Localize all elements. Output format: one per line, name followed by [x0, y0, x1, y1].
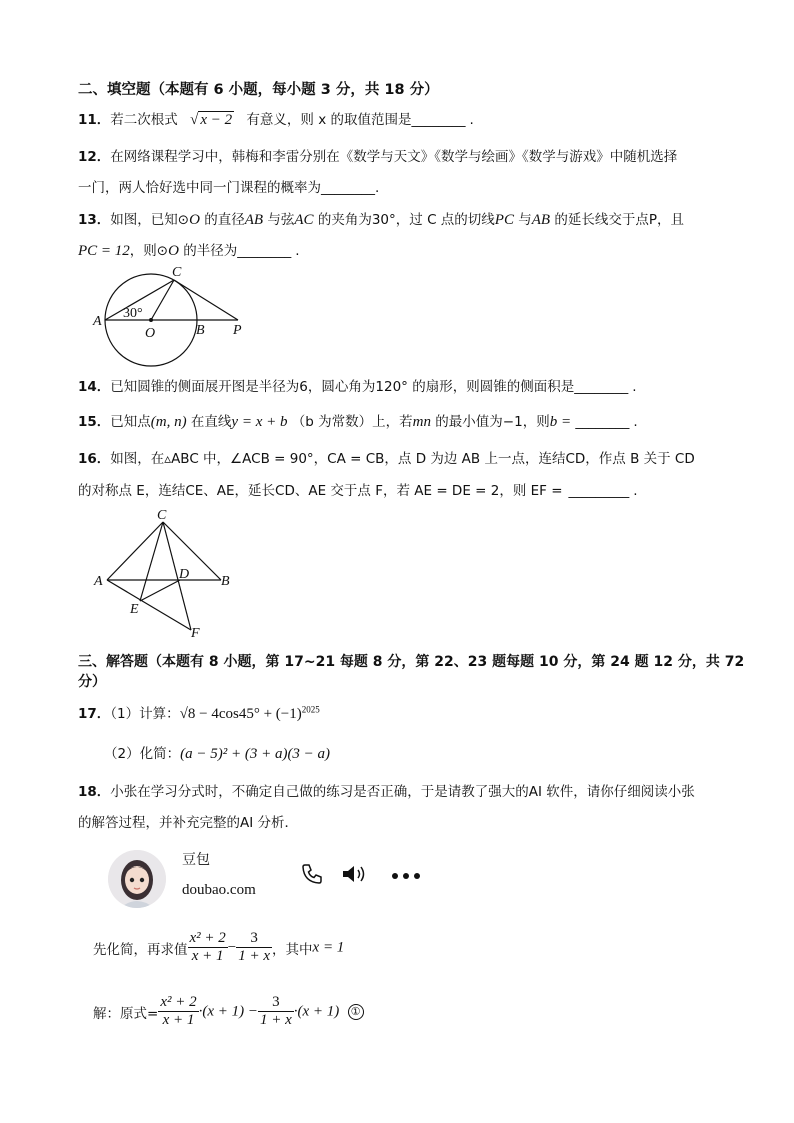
solution-mult-2: ·(x + 1)	[293, 1003, 340, 1020]
q15-text-c: （b 为常数）上，若	[291, 414, 413, 430]
section-3-heading: 三、解答题（本题有 8 小题，第 17~21 每题 8 分，第 22、23 题每题 10 分，第 24 题 12 分，共 72	[78, 654, 745, 670]
chat-prompt-text-b: ，其中	[272, 941, 313, 958]
section-3-heading-line2: 分）	[78, 674, 106, 690]
q15-text-a: 已知点	[110, 414, 151, 430]
q13-ab: AB	[244, 212, 264, 228]
q17-p2-expr: (a − 5)² + (3 + a)(3 − a)	[180, 746, 331, 762]
q12-line1: 在网络课程学习中，韩梅和李雷分别在《数学与天文》《数学与绘画》《数学与游戏》中随机选择	[110, 149, 678, 165]
question-17-part2	[104, 742, 330, 763]
q16-line2: 的对称点 E，连结CE、AE，延长CD、AE 交于点 F，若 AE = DE = 2，则 EF =	[78, 483, 563, 499]
question-16-line2	[78, 479, 638, 499]
line-cb	[163, 522, 221, 580]
q18-line2: 的解答过程，并补充完整的AI 分析．	[78, 815, 299, 831]
solution-step-1	[93, 994, 364, 1030]
q13-text-a: 如图，已知⊙	[110, 212, 190, 228]
q15-bvar: b =	[549, 414, 572, 430]
question-15	[78, 410, 638, 431]
q18-line1: 小张在学习分式时，不确定自己做的练习是否正确，于是请教了强大的AI 软件，请你仔细阅读小张	[110, 784, 695, 800]
q13-blank: ________	[237, 243, 292, 259]
label-a: A	[93, 314, 102, 329]
q17-p1-label: （1）计算：	[110, 706, 180, 722]
avatar-image	[108, 850, 166, 908]
q18-number: 18．	[78, 784, 111, 800]
label-c: C	[172, 265, 182, 280]
chat-site: doubao.com	[182, 882, 256, 898]
q12-number: 12．	[78, 149, 111, 165]
q13-text-c: 与弦	[267, 212, 295, 228]
q13-figure	[90, 262, 260, 370]
q13-end: .	[295, 243, 300, 259]
q13-text-f: 的延长线交于点P，且	[554, 212, 685, 228]
q13-pc-eq: PC = 12	[78, 243, 130, 259]
q12-blank: ________	[321, 180, 375, 196]
q16-blank: _________	[568, 483, 630, 499]
label-a: A	[94, 574, 103, 589]
question-17-part1	[78, 702, 320, 723]
q13-text-d: 的夹角为30°，过 C 点的切线	[317, 212, 495, 228]
line-de	[140, 580, 180, 601]
chat-prompt-text: 先化简，再求值	[93, 941, 188, 958]
question-18	[78, 780, 695, 800]
line-af	[107, 580, 191, 630]
chat-prompt-x: x = 1	[312, 939, 345, 956]
q15-text-d: 的最小值为−1，则	[435, 414, 550, 430]
section-2-heading: 二、填空题（本题有 6 小题，每小题 3 分，共 18 分）	[78, 82, 439, 98]
q12-line2: 一门，两人恰好选中同一门课程的概率为	[78, 180, 321, 196]
question-12	[78, 145, 677, 165]
q13-o: O	[189, 212, 200, 228]
q17-p2-label: （2）化简：	[104, 746, 181, 762]
label-p: P	[233, 323, 242, 338]
label-c: C	[157, 508, 167, 523]
label-o: O	[145, 326, 156, 341]
q17-number: 17．	[78, 706, 111, 722]
q13-ab2: AB	[531, 212, 551, 228]
q15-number: 15．	[78, 414, 111, 430]
solution-fraction-1: $\frac{\text{x² + 2}}{x + 1}$	[160, 994, 197, 1029]
question-12-line2	[78, 176, 379, 196]
q11-text: 若二次根式	[110, 112, 178, 128]
solution-label: 解：原式=	[93, 1005, 159, 1022]
q14-number: 14．	[78, 379, 111, 395]
line-cp	[174, 280, 238, 320]
speaker-icon[interactable]	[340, 862, 368, 886]
label-f: F	[191, 626, 200, 640]
q16-end: .	[633, 483, 638, 499]
q12-end: .	[375, 180, 380, 196]
question-18-line2	[78, 811, 298, 831]
question-11	[78, 108, 474, 129]
chat-prompt: 先化简，再求值 $\frac{\text{x² + 2}}{x + 1}$ − $\frac{3}{1 + x}$ ，其中x = 1	[93, 930, 345, 965]
q13-pc: PC	[494, 212, 514, 228]
q11-blank: ________	[411, 112, 466, 128]
q13-text-g: ，则⊙	[129, 243, 169, 259]
fraction-2: $\frac{3}{1 + x}$	[238, 930, 271, 965]
q15-line: y = x + b	[231, 414, 288, 430]
label-e: E	[130, 602, 139, 617]
q11-text-post: 有意义，则 x 的取值范围是	[246, 112, 412, 128]
solution-fraction-2: $\frac{3}{1 + x}$	[260, 994, 292, 1029]
q13-o2: O	[168, 243, 179, 259]
label-angle: 30°	[123, 306, 143, 321]
q11-number: 11．	[78, 112, 111, 128]
q13-text-h: 的半径为	[183, 243, 238, 259]
phone-icon[interactable]	[300, 862, 324, 886]
question-16	[78, 447, 695, 467]
label-b: B	[196, 323, 205, 338]
solution-mult-1: ·(x + 1) −	[198, 1003, 258, 1020]
question-13	[78, 208, 684, 229]
chat-name: 豆包	[182, 852, 210, 868]
q15-point: (m, n)	[150, 414, 187, 430]
question-14	[78, 375, 637, 395]
more-icon[interactable]	[390, 870, 424, 882]
q14-end: .	[632, 379, 637, 395]
q13-ac: AC	[294, 212, 314, 228]
question-13-line2	[78, 239, 300, 260]
q13-number: 13．	[78, 212, 111, 228]
step-marker: ①	[348, 1004, 364, 1020]
q11-radical: √ x − 2	[190, 112, 233, 128]
q13-text-e: 与	[518, 212, 532, 228]
q15-end: .	[633, 414, 638, 430]
q14-text: 已知圆锥的侧面展开图是半径为6，圆心角为120° 的扇形，则圆锥的侧面积是	[110, 379, 575, 395]
fraction-1: $\frac{\text{x² + 2}}{x + 1}$	[189, 930, 226, 965]
q16-line1: 如图，在▵ABC 中，∠ACB = 90°，CA = CB，点 D 为边 AB 上一点，连结CD，作点 B 关于 CD	[110, 451, 695, 467]
avatar	[108, 850, 166, 908]
q14-blank: ________	[574, 379, 629, 395]
q11-radicand: x − 2	[200, 112, 233, 128]
q15-text-b: 在直线	[190, 414, 232, 430]
label-d: D	[179, 567, 190, 582]
label-b: B	[221, 574, 230, 589]
q17-p1-exp: 2025	[301, 704, 320, 715]
q15-mn: mn	[412, 414, 431, 430]
q16-number: 16．	[78, 451, 111, 467]
q16-figure	[90, 505, 240, 640]
q15-blank: ________	[575, 414, 630, 430]
q17-p1-expr: √8 − 4cos45° + (−1)	[179, 706, 302, 722]
center-dot	[149, 318, 153, 322]
q11-end: .	[469, 112, 474, 128]
q13-text-b: 的直径	[204, 212, 245, 228]
